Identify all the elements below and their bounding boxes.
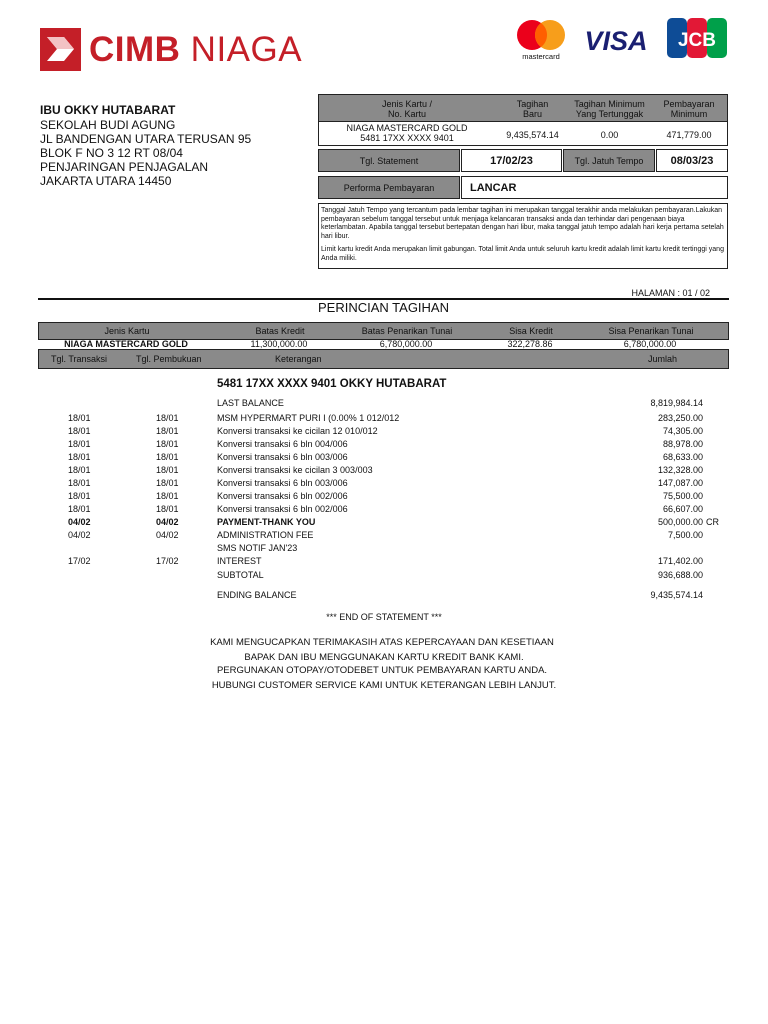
limits-header: Batas Kredit [255, 326, 305, 336]
tx-date: 18/01 [68, 439, 91, 449]
tx-description: Konversi transaksi 6 bln 003/006 [217, 452, 348, 462]
tx-description: Konversi transaksi 6 bln 002/006 [217, 504, 348, 514]
post-date: 18/01 [156, 426, 179, 436]
ending-balance-amount: 9,435,574.14 [650, 590, 703, 600]
customer-address-block [40, 103, 251, 188]
tx-date: 18/01 [68, 452, 91, 462]
post-date: 18/01 [156, 465, 179, 475]
post-date: 18/01 [156, 504, 179, 514]
limit-note: Limit kartu kredit Anda merupakan limit gabungan. Total limit Anda untuk seluruh kartu kredit adalah limit kartu kredit tertinggi yang Anda miliki. [321, 246, 724, 262]
tx-credit-flag: CR [706, 517, 719, 527]
performance-value: LANCAR [461, 176, 728, 199]
table-row [0, 542, 768, 555]
table-row [0, 451, 768, 464]
tx-date: 18/01 [68, 491, 91, 501]
table-row [0, 569, 768, 582]
transactions-header-bar [38, 349, 729, 369]
post-date: 04/02 [156, 530, 179, 540]
summary-values-row [318, 122, 728, 146]
min-due-header: Tagihan Minimum [574, 99, 645, 109]
tx-description: Konversi transaksi ke cicilan 3 003/003 [217, 465, 373, 475]
tx-description: SMS NOTIF JAN'23 [217, 543, 298, 553]
tx-description: INTEREST [217, 556, 262, 566]
tx-description: MSM HYPERMART PURI I (0.00% 1 012/012 [217, 413, 400, 423]
tx-amount: 936,688.00 [657, 570, 703, 580]
new-bill-value: 9,435,574.14 [506, 130, 559, 140]
address-line: SEKOLAH BUDI AGUNG [40, 118, 176, 132]
tx-description: Konversi transaksi 6 bln 003/006 [217, 478, 348, 488]
card-number-value: 5481 17XX XXXX 9401 [360, 133, 454, 143]
tx-date: 18/01 [68, 426, 91, 436]
customer-name: IBU OKKY HUTABARAT [40, 103, 176, 117]
tx-header: Jumlah [648, 354, 678, 364]
due-date-label: Tgl. Jatuh Tempo [563, 149, 655, 172]
performance-label: Performa Pembayaran [318, 176, 460, 199]
card-type-value: NIAGA MASTERCARD GOLD [346, 123, 468, 133]
ending-balance-label: ENDING BALANCE [217, 590, 297, 600]
limits-header: Sisa Penarikan Tunai [608, 326, 694, 336]
card-brand-logos [510, 14, 730, 64]
due-date-value: 08/03/23 [656, 149, 728, 172]
card-type-header: Jenis Kartu / [381, 99, 433, 109]
tx-amount: 171,402.00 [657, 556, 703, 566]
post-date: 18/01 [156, 413, 179, 423]
limits-header: Batas Penarikan Tunai [361, 326, 453, 336]
tx-amount: 68,633.00 [662, 452, 703, 462]
card-holder-line: 5481 17XX XXXX 9401 OKKY HUTABARAT [217, 378, 447, 390]
due-date-note: Tanggal Jatuh Tempo yang tercantum pada lembar tagihan ini merupakan tanggal terakhir anda melakukan pembayaran.Lakukan pembayaran sebelum tanggal tersebut untuk menjaga kelancaran transaksi anda dan terhindar dari pengenaan biaya keterlambatan. Apabila tanggal tersebut bertepatan dengan hari libur, maka tanggal jatuh tempo adalah hari kerja pertama setelah hari libur. [321, 207, 724, 240]
tx-amount: 500,000.00 [657, 517, 703, 527]
bank-logo-text: CIMB NIAGA [89, 30, 303, 69]
statement-notes [318, 203, 728, 269]
tx-date: 18/01 [68, 465, 91, 475]
cimb-logo-mark [40, 28, 81, 71]
tx-description: ADMINISTRATION FEE [217, 530, 314, 540]
table-row [0, 477, 768, 490]
tx-header: Tgl. Pembukuan [136, 354, 202, 364]
post-date: 04/02 [156, 517, 179, 527]
tx-date: 04/02 [68, 517, 91, 527]
card-no-header: No. Kartu [387, 109, 427, 119]
tx-description: LAST BALANCE [217, 398, 284, 408]
tx-description: Konversi transaksi 6 bln 004/006 [217, 439, 348, 449]
tx-amount: 66,607.00 [662, 504, 703, 514]
post-date: 18/01 [156, 439, 179, 449]
min-due-value: 0.00 [600, 130, 619, 140]
table-row [0, 412, 768, 425]
post-date: 18/01 [156, 478, 179, 488]
statement-date-label: Tgl. Statement [318, 149, 460, 172]
tx-header: Tgl. Transaksi [51, 354, 108, 364]
limits-header: Sisa Kredit [509, 326, 553, 336]
closing-message-line: HUBUNGI CUSTOMER SERVICE KAMI UNTUK KETERANGAN LEBIH LANJUT. [211, 680, 557, 691]
address-line: JL BANDENGAN UTARA TERUSAN 95 [40, 132, 252, 146]
table-row [0, 555, 768, 568]
tx-description: Konversi transaksi ke cicilan 12 010/012 [217, 426, 378, 436]
table-row [0, 503, 768, 516]
dates-row [318, 149, 728, 172]
tx-amount: 147,087.00 [657, 478, 703, 488]
tx-amount: 283,250.00 [657, 413, 703, 423]
closing-message-line: KAMI MENGUCAPKAN TERIMAKASIH ATAS KEPERCAYAAN DAN KESETIAAN [210, 637, 554, 648]
post-date: 17/02 [156, 556, 179, 566]
min-due-header-2: Yang Tertunggak [575, 109, 644, 119]
limits-value: 322,278.86 [507, 339, 553, 349]
summary-header [318, 94, 728, 122]
table-row [0, 516, 768, 529]
section-title: PERINCIAN TAGIHAN [318, 300, 449, 315]
table-row [0, 425, 768, 438]
tx-date: 18/01 [68, 504, 91, 514]
limits-value: 11,300,000.00 [250, 339, 308, 349]
tx-date: 17/02 [68, 556, 91, 566]
post-date: 18/01 [156, 491, 179, 501]
limits-values-row [38, 339, 729, 349]
end-of-statement: *** END OF STATEMENT *** [326, 612, 442, 622]
table-row [0, 529, 768, 542]
table-row [0, 397, 768, 410]
tx-date: 18/01 [68, 413, 91, 423]
post-date: 18/01 [156, 452, 179, 462]
tx-date: 04/02 [68, 530, 91, 540]
address-line: BLOK F NO 3 12 RT 08/04 [40, 146, 183, 160]
min-payment-value: 471,779.00 [666, 130, 712, 140]
limits-value: NIAGA MASTERCARD GOLD [64, 339, 188, 349]
tx-amount: 75,500.00 [662, 491, 703, 501]
tx-amount: 7,500.00 [667, 530, 703, 540]
statement-date-value: 17/02/23 [461, 149, 562, 172]
tx-date: 18/01 [68, 478, 91, 488]
visa-label: VISA [584, 26, 648, 56]
limits-value: 6,780,000.00 [379, 339, 433, 349]
mastercard-logo [517, 20, 565, 61]
tx-amount: 74,305.00 [662, 426, 703, 436]
limits-value: 6,780,000.00 [623, 339, 677, 349]
tx-description: Konversi transaksi 6 bln 002/006 [217, 491, 348, 501]
jcb-logo [667, 18, 727, 58]
limits-header-bar [38, 322, 729, 340]
limits-header: Jenis Kartu [104, 326, 150, 336]
address-line: PENJARINGAN PENJAGALAN [40, 160, 209, 174]
mastercard-label: mastercard [522, 52, 560, 61]
table-row [0, 438, 768, 451]
closing-message-line: PERGUNAKAN OTOPAY/OTODEBET UNTUK PEMBAYARAN KARTU ANDA. [216, 665, 548, 676]
min-payment-header: Pembayaran [663, 99, 715, 109]
address-line: JAKARTA UTARA 14450 [40, 174, 172, 188]
jcb-label: JCB [677, 30, 717, 51]
tx-description: SUBTOTAL [217, 570, 264, 580]
ending-balance-row [0, 589, 768, 602]
new-bill-header: Tagihan [516, 99, 549, 109]
min-payment-header-2: Minimum [670, 109, 708, 119]
tx-header: Keterangan [275, 354, 322, 364]
tx-amount: 8,819,984.14 [650, 398, 703, 408]
tx-amount: 88,978.00 [662, 439, 703, 449]
table-row [0, 490, 768, 503]
closing-message-line: BAPAK DAN IBU MENGGUNAKAN KARTU KREDIT BANK KAMI. [244, 652, 524, 663]
visa-logo [584, 26, 647, 56]
page-indicator: HALAMAN : 01 / 02 [631, 288, 710, 298]
new-bill-header-2: Baru [522, 109, 542, 119]
tx-description: PAYMENT-THANK YOU [217, 517, 316, 527]
performance-row [318, 176, 728, 199]
table-row [0, 464, 768, 477]
tx-amount: 132,328.00 [657, 465, 703, 475]
